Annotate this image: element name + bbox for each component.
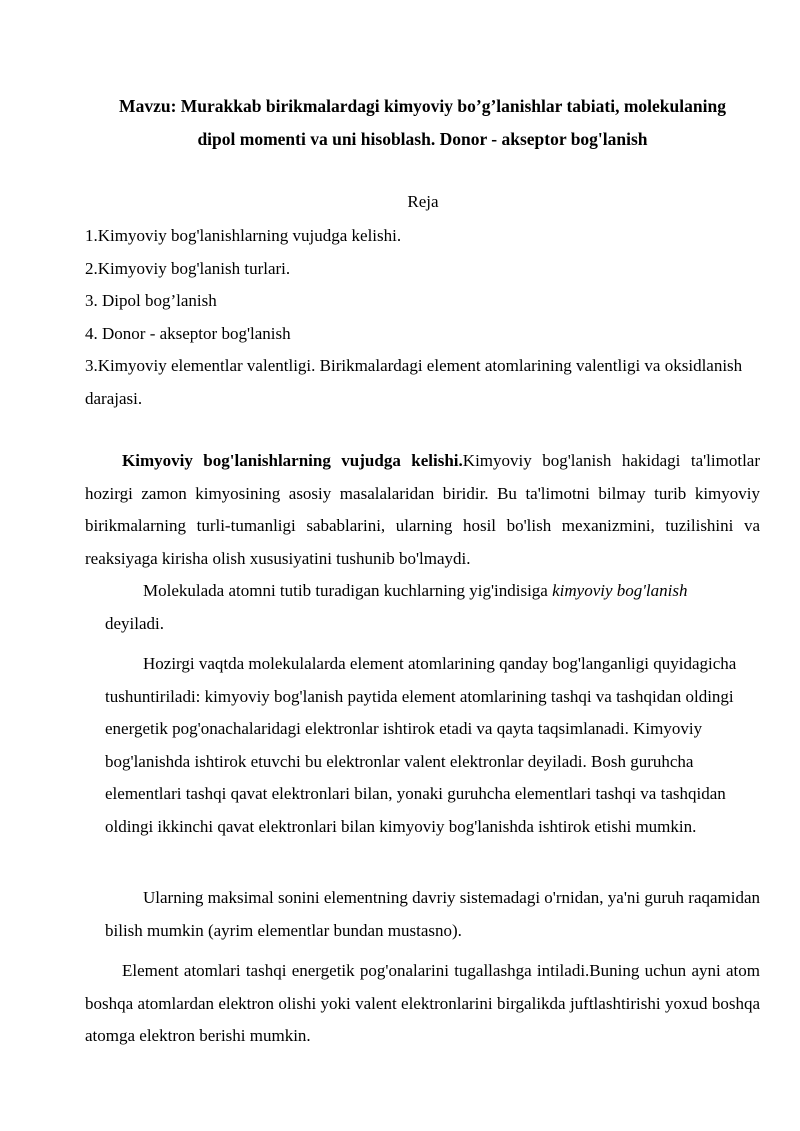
paragraph-definition (105, 575, 765, 640)
paragraph-text: Ularning maksimal sonini elementning davriy sistemadagi o'rnidan, ya'ni guruh raqamidan bilish mumkin (ayrim elementlar bundan mustasno). (105, 888, 761, 940)
section-heading: Kimyoviy bog'lanishlarning vujudga kelishi. (122, 451, 463, 470)
paragraph-text: deyiladi. (105, 613, 165, 633)
plan-item: 4. Donor - akseptor bog'lanish (85, 323, 291, 343)
title-line-2: dipol momenti va uni hisoblash. Donor - akseptor bog'lanish (197, 129, 648, 149)
paragraph-max-number (105, 882, 765, 947)
plan-item: 3. Dipol bog’lanish (85, 291, 217, 310)
title-line-1: Mavzu: Murakkab birikmalardagi kimyoviy bo’g’lanishlar tabiati, molekulaning (119, 96, 726, 116)
defined-term: kimyoviy bog'lanish (552, 581, 688, 600)
plan-item: 1.Kimyoviy bog'lanishlarning vujudga kelishi. (85, 226, 402, 245)
paragraph-text: Kimyoviy bog'lanish hakidagi ta'limotlar hozirgi zamon kimyosining asosiy masalalaridan biridir. Bu ta'limotni bilmay turib kimyoviy birikmalarning turli-tumanligi sabablarini, ularning hosil bo'lish mexanizmini, tuzilishini va reaksiyaga kirisha olish xususiyatini tushunib bo'lmaydi. (85, 451, 760, 568)
paragraph-text: Molekulada atomni tutib turadigan kuchlarning yig'indisiga (143, 581, 553, 600)
paragraph-electron-shells (85, 955, 760, 1053)
paragraph-text: Element atomlari tashqi energetik pog'onalarini tugallashga intiladi.Buning uchun ayni atom boshqa atomlardan elektron olishi yoki valent elektronlarini birgalikda juftlashtirishi yoxud boshqa atomga elektron berishi mumkin. (85, 961, 760, 1045)
paragraph-intro (85, 445, 760, 575)
plan-heading: Reja (407, 192, 439, 211)
paragraph-valence-electrons (105, 648, 770, 843)
plan-list (85, 220, 765, 415)
document-title (85, 90, 760, 156)
plan-item: 3.Kimyoviy elementlar valentligi. Birikmalardagi element atomlarining valentligi va oksidlanish darajasi. (85, 356, 743, 408)
plan-item: 2.Kimyoviy bog'lanish turlari. (85, 258, 291, 278)
paragraph-text: Hozirgi vaqtda molekulalarda element atomlarining qanday bog'langanligi quyidagicha tushuntiriladi: kimyoviy bog'lanish paytida element atomlarining tashqi va tashqidan oldingi energetik pog'onachalaridagi elektronlar ishtirok etadi va qayta taqsimlanadi. Kimyoviy bog'lanishda ishtirok etuvchi bu elektronlar valent elektronlar deyiladi. Bosh guruhcha elementlari tashqi qavat elektronlari bilan, yonaki guruhcha elementlari tashqi va tashqidan oldingi ikkinchi qavat elektronlari bilan kimyoviy bog'lanishda ishtirok etishi mumkin. (105, 654, 737, 836)
